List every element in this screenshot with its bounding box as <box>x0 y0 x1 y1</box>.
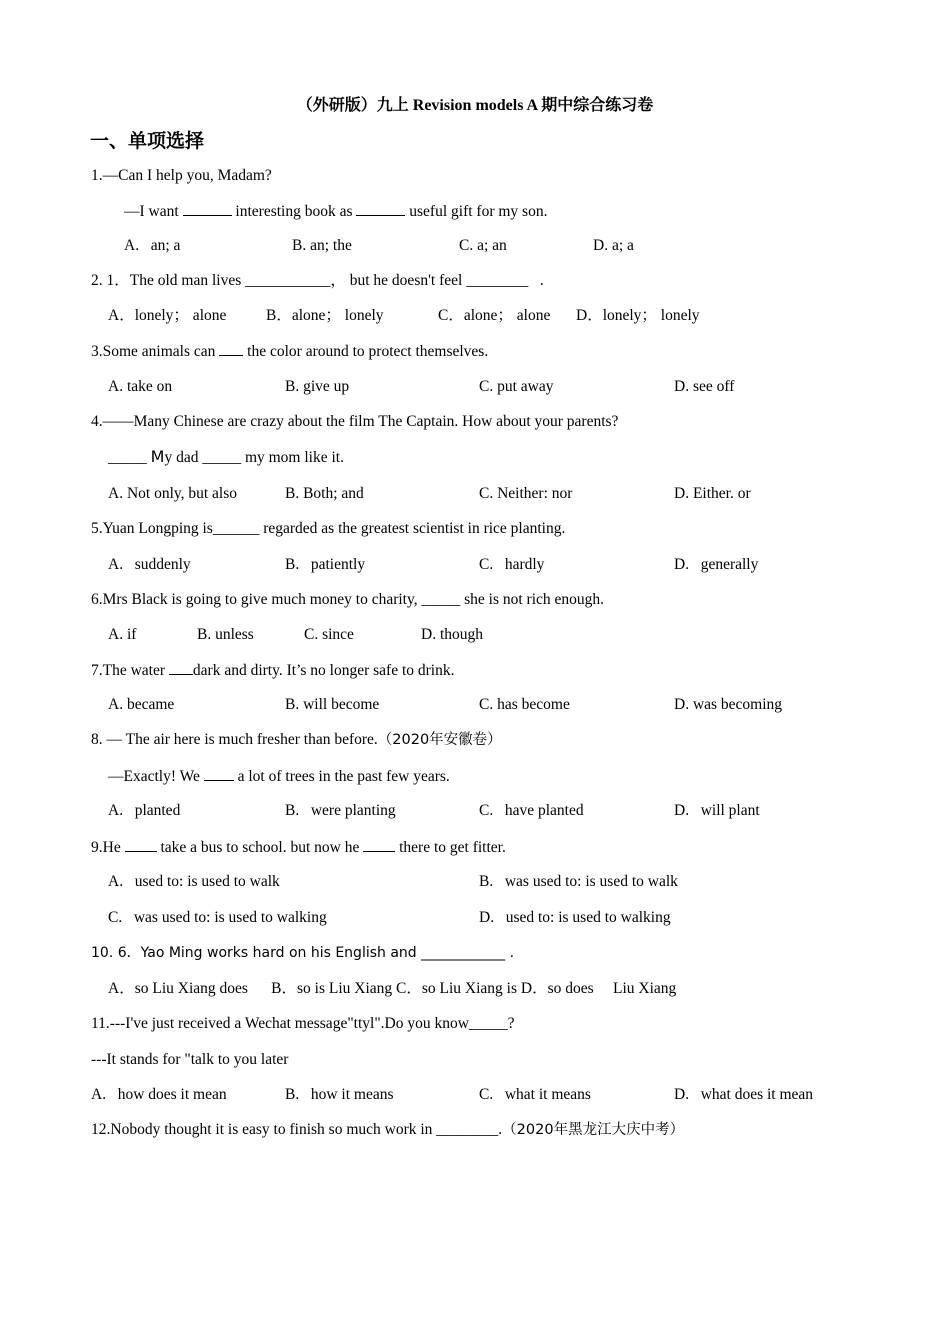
question-12-source: （2020年黑龙江大庆中考） <box>502 1122 685 1138</box>
question-6-option-b[interactable]: B. unless <box>197 626 254 643</box>
question-4-option-a[interactable]: A. Not only, but also <box>108 485 238 502</box>
question-11-option-d[interactable]: D. what does it mean <box>674 1086 814 1103</box>
question-3-option-c[interactable]: C. put away <box>479 378 554 395</box>
question-11-reply: ---It stands for "talk to you later <box>91 1051 289 1068</box>
question-4-reply: _____ My dad _____ my mom like it. <box>108 447 344 466</box>
question-4-option-c[interactable]: C. Neither: nor <box>479 485 573 502</box>
blank <box>363 837 395 852</box>
blank <box>219 341 243 356</box>
question-3-option-d[interactable]: D. see off <box>674 378 735 395</box>
question-11-option-c[interactable]: C. what it means <box>479 1086 591 1103</box>
question-7-option-a[interactable]: A. became <box>108 696 175 713</box>
question-8-option-b[interactable]: B. were planting <box>285 802 396 819</box>
question-10-stem: 10. 6．Yao Ming works hard on his English and ____________ . <box>91 945 515 961</box>
question-5-option-c[interactable]: C. hardly <box>479 556 545 573</box>
question-2-option-b[interactable]: B．alone； lonely <box>266 307 384 324</box>
question-6-option-c[interactable]: C. since <box>304 626 354 643</box>
question-8-option-d[interactable]: D. will plant <box>674 802 760 819</box>
question-2-option-d[interactable]: D．lonely； lonely <box>576 307 700 324</box>
question-1-option-a[interactable]: A. an; a <box>124 237 181 254</box>
question-7-option-b[interactable]: B. will become <box>285 696 380 713</box>
question-7-option-c[interactable]: C. has become <box>479 696 570 713</box>
question-9-option-a[interactable]: A. used to: is used to walk <box>108 873 280 890</box>
question-7-stem: 7.The water dark and dirty. It’s no longer safe to drink. <box>91 662 455 679</box>
question-1-option-b[interactable]: B. an; the <box>292 237 352 254</box>
question-5-stem: 5.Yuan Longping is______ regarded as the greatest scientist in rice planting. <box>91 520 566 537</box>
question-6-option-a[interactable]: A. if <box>108 626 137 643</box>
question-3-option-b[interactable]: B. give up <box>285 378 350 395</box>
question-11-stem: 11.---I've just received a Wechat message"ttyl".Do you know_____? <box>91 1015 515 1032</box>
section-heading: 一、单项选择 <box>90 130 205 152</box>
question-5-option-b[interactable]: B. patiently <box>285 556 366 573</box>
question-7-option-d[interactable]: D. was becoming <box>674 696 783 713</box>
blank <box>183 201 232 216</box>
question-4-option-b[interactable]: B. Both; and <box>285 485 364 502</box>
question-8-option-a[interactable]: A. planted <box>108 802 181 819</box>
question-2-option-a[interactable]: A．lonely； alone <box>108 307 227 324</box>
question-3-option-a[interactable]: A. take on <box>108 378 173 395</box>
question-1-reply: —I want interesting book as useful gift for my son. <box>124 203 548 220</box>
blank <box>204 766 234 781</box>
question-6-stem: 6.Mrs Black is going to give much money to charity, _____ she is not rich enough. <box>91 591 605 608</box>
question-11-option-a[interactable]: A. how does it mean <box>91 1086 227 1103</box>
page-title: （外研版）九上 Revision models A 期中综合练习卷 <box>296 97 654 114</box>
question-9-stem: 9.He take a bus to school. but now he there to get fitter. <box>91 839 506 856</box>
question-9-option-b[interactable]: B. was used to: is used to walk <box>479 873 678 890</box>
question-9-option-c[interactable]: C. was used to: is used to walking <box>108 909 327 926</box>
question-1-option-c[interactable]: C. a; an <box>459 237 507 254</box>
question-3-stem: 3.Some animals can the color around to protect themselves. <box>91 343 489 360</box>
question-8-stem: 8. — The air here is much fresher than before.（2020年安徽卷） <box>91 731 502 748</box>
question-10-options[interactable]: A．so Liu Xiang does B．so is Liu Xiang C．so Liu Xiang is D．so does Liu Xiang <box>108 980 677 997</box>
question-8-source: （2020年安徽卷） <box>377 732 502 748</box>
blank <box>356 201 405 216</box>
question-6-option-d[interactable]: D. though <box>421 626 483 643</box>
blank <box>125 837 157 852</box>
question-4-option-d[interactable]: D. Either. or <box>674 485 751 502</box>
question-11-option-b[interactable]: B. how it means <box>285 1086 394 1103</box>
question-2-option-c[interactable]: C．alone； alone <box>438 307 551 324</box>
question-5-option-a[interactable]: A. suddenly <box>108 556 191 573</box>
question-12-stem: 12.Nobody thought it is easy to finish so much work in ________.（2020年黑龙江大庆中考） <box>91 1121 685 1138</box>
question-8-option-c[interactable]: C. have planted <box>479 802 584 819</box>
question-5-option-d[interactable]: D. generally <box>674 556 759 573</box>
question-2-stem: 2. 1．The old man lives ___________， but he doesn't feel ________ . <box>91 272 544 289</box>
blank <box>169 660 193 675</box>
question-4-stem: 4.——Many Chinese are crazy about the film The Captain. How about your parents? <box>91 413 619 430</box>
question-8-reply: —Exactly! We a lot of trees in the past few years. <box>108 768 450 785</box>
question-9-option-d[interactable]: D. used to: is used to walking <box>479 909 671 926</box>
question-1-option-d[interactable]: D. a; a <box>593 237 634 254</box>
question-1-stem: 1.—Can I help you, Madam? <box>91 167 272 184</box>
